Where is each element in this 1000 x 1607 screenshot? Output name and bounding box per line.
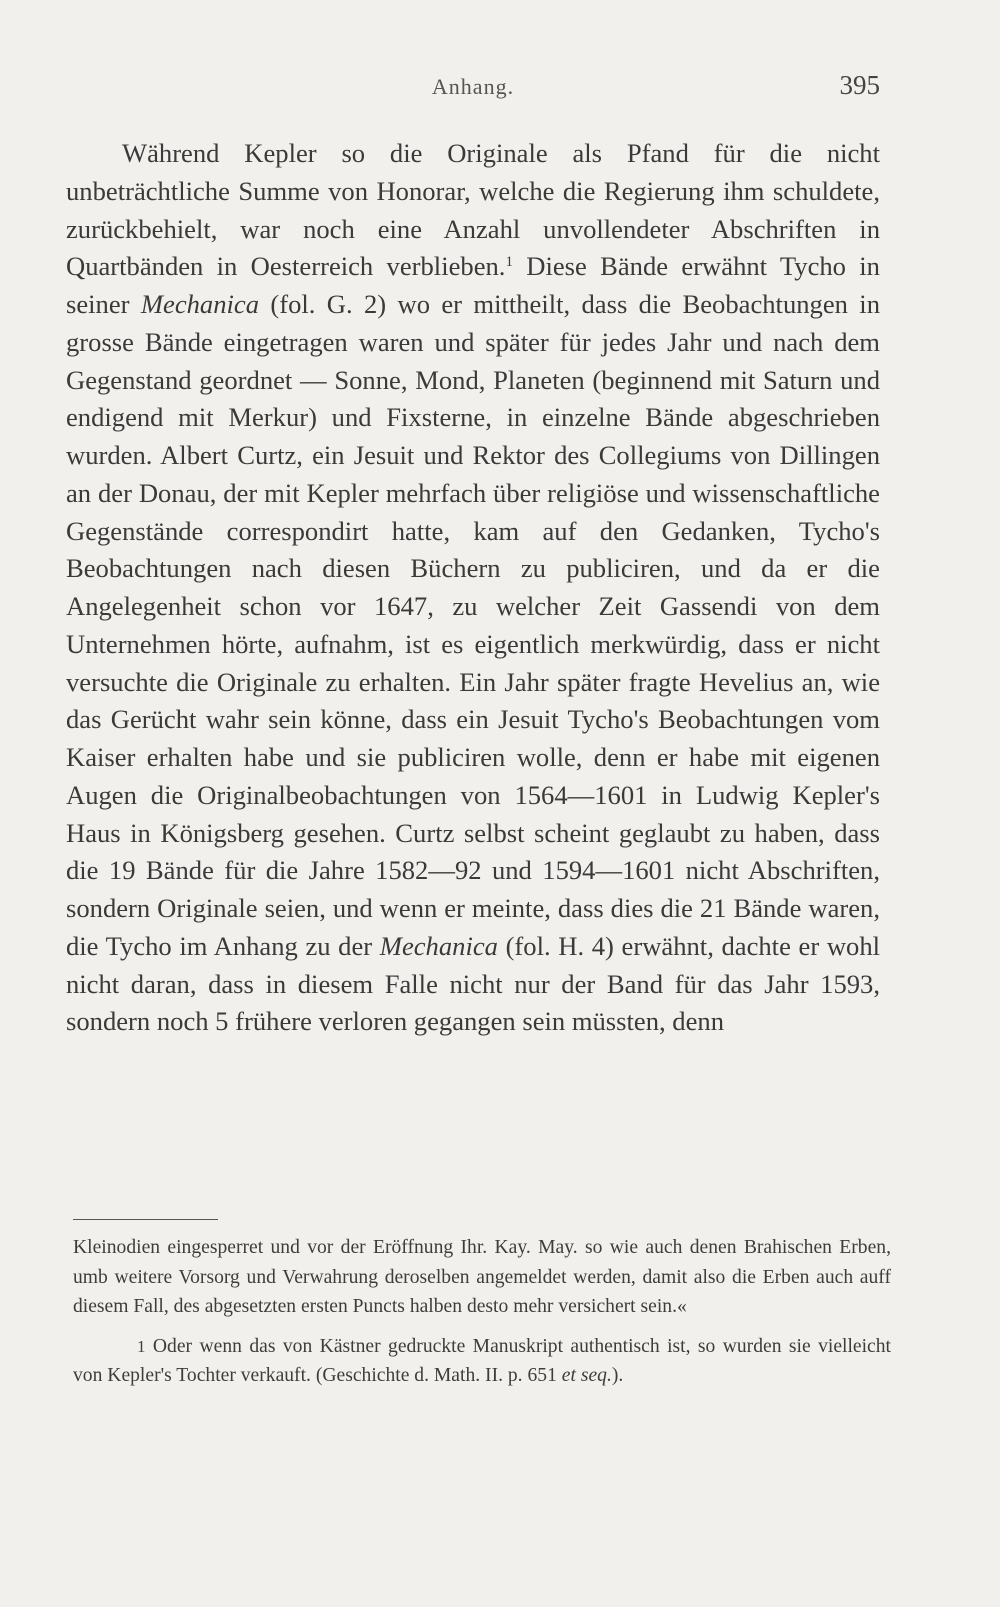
text-segment: Während Kepler so die Originale als Pfand für die nicht unbeträchtliche Summe von Honorar, welche die Regierung ihm schuldete, zurückbehielt, war noch eine Anzahl unvollendeter Abschriften in Quartbänden in Oesterreich verblieben. (66, 138, 880, 282)
footnote-reference: 1 (505, 254, 513, 271)
footnotes (73, 1233, 891, 1391)
footnote-text: Oder wenn das von Kästner gedruckte Manuskript authentisch ist, so wurden sie vielleicht von Kepler's Tochter verkauft. (Geschichte d. Math. II. p. 651 (73, 1335, 891, 1386)
footnote-continuation: Kleinodien eingesperret und vor der Eröffnung Ihr. Kay. May. so wie auch denen Brahischen Erben, umb weitere Vorsorg und Verwahrung deroselben angemeldet werden, damit also die Erben auch auff diesem Fall, des abgesetzten ersten Puncts halben desto mehr versichert sein.« (73, 1237, 891, 1317)
footnote-1 (73, 1332, 891, 1391)
running-head: Anhang. (431, 74, 515, 99)
main-paragraph (66, 135, 880, 1041)
book-title-mechanica: Mechanica (379, 930, 498, 961)
main-text (66, 135, 880, 1041)
footnote-text-end: ). (611, 1365, 624, 1386)
text-segment: (fol. H. 4) erwähnt, dachte er wohl nicht daran, dass in diesem Falle nicht nur der Band für das Jahr 1593, sondern noch 5 frühere verloren gegangen sein müssten, denn (66, 930, 881, 1037)
text-segment: (fol. G. 2) wo er mittheilt, dass die Beobachtungen in grosse Bände eingetragen waren und später für jedes Jahr und nach dem Gegenstand geordnet — Sonne, Mond, Planeten (beginnend mit Saturn und endigend mit Merkur) und Fixsterne, in einzelne Bände abgeschrieben wurden. Albert Curtz, ein Jesuit und Rektor des Collegiums von Dillingen an der Donau, der mit Kepler mehrfach über religiöse und wissenschaftliche Gegenstände correspondirt hatte, kam auf den Gedanken, Tycho's Beobachtungen nach diesen Büchern zu publiciren, und da er die Angelegenheit schon vor 1647, zu welcher Zeit Gassendi von dem Unternehmen hörte, aufnahm, ist es eigentlich merkwürdig, dass er nicht versuchte die Originale zu erhalten. Ein Jahr später fragte Hevelius an, wie das Gerücht wahr sein könne, dass ein Jesuit Tycho's Beobachtungen vom Kaiser erhalten habe und sie publiciren wolle, denn er habe mit eigenen Augen die Originalbeobachtungen von 1564—1601 in Ludwig Kepler's Haus in Königsberg gesehen. Curtz selbst scheint geglaubt zu haben, dass die 19 Bände für die Jahre 1582—92 und 1594—1601 nicht Abschriften, sondern Originale seien, und wenn er meinte, dass dies die 21 Bände waren, die Tycho im Anhang zu der (66, 289, 880, 961)
footnote-marker: 1 (137, 1336, 146, 1356)
footnote-divider (73, 1219, 218, 1220)
page-header (66, 70, 880, 110)
page-number: 395 (839, 70, 880, 100)
book-title-mechanica: Mechanica (140, 289, 259, 319)
text-segment: Diese Bände erwähnt Tycho in seiner (66, 251, 880, 319)
footnote-italic: et seq. (561, 1365, 612, 1386)
